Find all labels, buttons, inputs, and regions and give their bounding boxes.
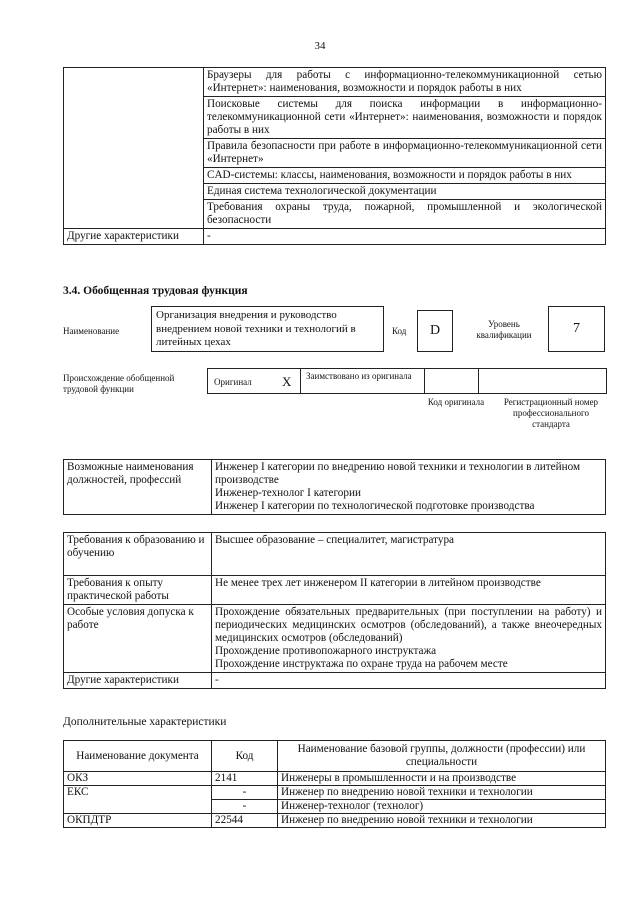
table-row [64,605,606,673]
knowledge-item: Правила безопасности при работе в информационно-телекоммуникационной сети «Интернет» [204,139,606,168]
function-code-box: D [417,310,453,352]
header-doc: Наименование документа [64,741,212,772]
header-code: Код [212,741,278,772]
experience-label: Требования к опыту практической работы [64,576,212,605]
table-row [64,576,606,605]
knowledge-item: CAD-системы: классы, наименования, возможности и порядок работы в них [204,168,606,184]
condition-line: Прохождение инструктажа по охране труда на рабочем месте [215,658,508,670]
level-label: Уровень квалификации [476,319,532,340]
position-line: Инженер I категории по технологической подготовке производства [215,500,535,512]
origin-box [207,368,607,394]
condition-line: Прохождение противопожарного инструктажа [215,645,437,657]
function-name-box: Организация внедрения и руководство внедрением новой техники и технологий в литейных цехах [151,306,384,352]
name-cell: Инженер по внедрению новой техники и технологии [278,814,606,828]
positions-cell [212,460,606,515]
table-header-row [64,741,606,772]
divider [478,369,479,393]
code-cell: - [212,786,278,800]
position-line: Инженер-технолог I категории [215,487,361,499]
code-label: Код [392,326,407,336]
level-value-box: 7 [548,306,605,352]
origin-label: Происхождение обобщенной трудовой функции [63,373,175,394]
positions-table [63,459,606,515]
name-cell: Инженер по внедрению новой техники и технологии [278,786,606,800]
knowledge-item: Требования охраны труда, пожарной, промышленной и экологической безопасности [204,200,606,229]
position-line: Инженер I категории по внедрению новой техники и технологии в литейном производстве [215,461,581,486]
original-label: Оригинал [214,377,252,387]
table-row [64,460,606,515]
original-mark: X [282,374,292,389]
borrowed-label: Заимствовано из оригинала [306,371,412,381]
other-characteristics-value: - [212,673,606,689]
doc-cell: ОКПДТР [64,814,212,828]
knowledge-item: Браузеры для работы с информационно-телекоммуникационной сетью «Интернет»: наименования, возможности и порядок работы в них [204,68,606,97]
code-cell: 2141 [212,772,278,786]
positions-label: Возможные наименования должностей, профессий [64,460,212,515]
knowledge-item: Единая система технологической документации [204,184,606,200]
section-title: 3.4. Обобщенная трудовая функция [63,285,248,297]
code-cell: - [212,800,278,814]
table-row [64,533,606,576]
divider [424,369,425,393]
table-row [64,814,606,828]
extra-title: Дополнительные характеристики [63,716,227,728]
education-value: Высшее образование – специалитет, магистратура [212,533,606,576]
doc-cell: ЕКС [64,786,212,814]
education-label: Требования к образованию и обучению [64,533,212,576]
condition-line: Прохождение обязательных предварительных (при поступлении на работу) и периодических медицинских осмотров (обследований), а также внеочередных медицинских осмотров (обследований) [215,606,602,644]
name-label: Наименование [63,326,120,336]
other-characteristics-label: Другие характеристики [64,673,212,689]
requirements-table [63,532,606,689]
divider [300,369,301,393]
other-characteristics-value: - [204,229,606,245]
table-row [64,229,606,245]
code-original-label: Код оригинала [427,397,485,407]
extra-table [63,740,606,828]
knowledge-item: Поисковые системы для поиска информации в информационно-телекоммуникационной сети «Интернет»: наименования, возможности и порядок работы в них [204,97,606,139]
conditions-label: Особые условия допуска к работе [64,605,212,673]
doc-cell: ОКЗ [64,772,212,786]
page-number: 34 [314,40,326,52]
reg-number-label: Регистрационный номер профессионального стандарта [503,397,599,429]
table-row [64,772,606,786]
table-row [64,786,606,800]
conditions-cell [212,605,606,673]
header-name: Наименование базовой группы, должности (профессии) или специальности [278,741,606,772]
code-cell: 22544 [212,814,278,828]
knowledge-table [63,67,606,245]
table-row [64,673,606,689]
empty-label-cell [64,68,204,229]
experience-value: Не менее трех лет инженером II категории в литейном производстве [212,576,606,605]
name-cell: Инженеры в промышленности и на производстве [278,772,606,786]
table-row [64,68,606,97]
name-cell: Инженер-технолог (технолог) [278,800,606,814]
other-characteristics-label: Другие характеристики [64,229,204,245]
